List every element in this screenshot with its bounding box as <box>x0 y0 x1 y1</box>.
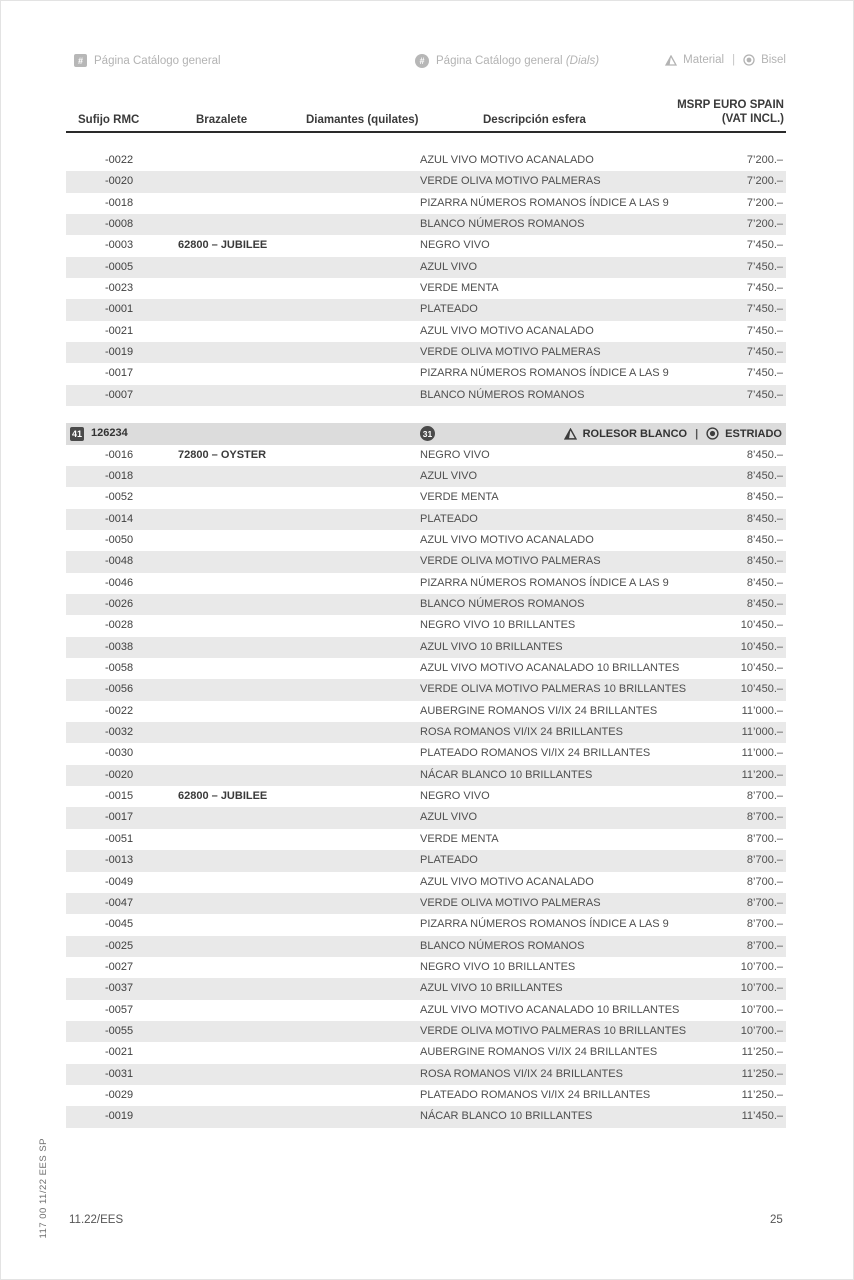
dial-description-cell: NEGRO VIVO <box>420 448 490 461</box>
price-cell: 11’000.– <box>741 747 783 760</box>
suffix-cell: -0015 <box>105 790 134 803</box>
header-center-label-italic: (Dials) <box>565 55 600 67</box>
dial-description-cell: AZUL VIVO MOTIVO ACANALADO <box>420 324 594 337</box>
dial-description-cell: ROSA ROMANOS VI/IX 24 BRILLANTES <box>420 726 623 739</box>
table-row <box>66 573 786 594</box>
header-separator: | <box>732 54 736 66</box>
price-cell: 8’700.– <box>746 918 783 931</box>
table-row <box>66 1085 786 1106</box>
dial-description-cell: AZUL VIVO MOTIVO ACANALADO 10 BRILLANTES <box>420 1003 680 1016</box>
dial-description-cell: BLANCO NÚMEROS ROMANOS <box>420 939 585 952</box>
dial-description-cell: AZUL VIVO <box>420 260 478 273</box>
dial-description-cell: NEGRO VIVO 10 BRILLANTES <box>420 619 576 632</box>
table-row <box>66 445 786 466</box>
dial-description-cell: PLATEADO <box>420 303 478 316</box>
table-column-header <box>66 92 786 133</box>
price-cell: 10’450.– <box>740 640 783 653</box>
section-material-label: ROLESOR BLANCO <box>582 427 688 440</box>
suffix-cell: -0028 <box>105 619 134 632</box>
section-gap <box>66 133 786 150</box>
dial-description-cell: NEGRO VIVO <box>420 239 490 252</box>
suffix-cell: -0022 <box>105 704 134 717</box>
suffix-cell: -0046 <box>105 576 134 589</box>
suffix-cell: -0022 <box>105 154 134 166</box>
bezel-label: Bisel <box>761 54 786 66</box>
edition-label: 11.22/EES <box>69 1214 124 1226</box>
dial-description-cell: BLANCO NÚMEROS ROMANOS <box>420 598 585 611</box>
table-row <box>66 658 786 679</box>
price-cell: 11’250.– <box>741 1046 783 1059</box>
dial-description-cell: BLANCO NÚMEROS ROMANOS <box>420 218 585 231</box>
price-cell: 7’450.– <box>746 282 783 295</box>
dial-description-cell: AZUL VIVO <box>420 811 478 824</box>
suffix-cell: -0047 <box>105 896 134 909</box>
dial-description-cell: PIZARRA NÚMEROS ROMANOS ÍNDICE A LAS 9 <box>420 918 669 931</box>
column-descripcion-esfera: Descripción esfera <box>483 114 586 126</box>
suffix-cell: -0051 <box>105 832 134 845</box>
diameter-badge: 31 <box>420 426 435 441</box>
table-row <box>66 1042 786 1063</box>
price-cell: 8’700.– <box>746 811 783 824</box>
price-cell: 8’450.– <box>746 576 783 589</box>
suffix-cell: -0014 <box>105 512 134 525</box>
suffix-cell: -0017 <box>105 811 134 824</box>
dial-description-cell: NÁCAR BLANCO 10 BRILLANTES <box>420 1110 593 1123</box>
table-row <box>66 722 786 743</box>
price-cell: 7’450.– <box>746 239 783 252</box>
header-right-group <box>665 54 786 66</box>
dial-description-cell: PIZARRA NÚMEROS ROMANOS ÍNDICE A LAS 9 <box>420 576 669 589</box>
price-cell: 11’200.– <box>741 768 783 781</box>
suffix-cell: -0037 <box>105 982 134 995</box>
page-header <box>66 54 786 72</box>
price-cell: 7’450.– <box>746 324 783 337</box>
rmc-reference: 126234 <box>91 427 128 440</box>
suffix-cell: -0057 <box>105 1003 134 1016</box>
print-reference-code: 117 00 11/22 EES SP <box>38 1138 49 1239</box>
suffix-cell: -0019 <box>105 1110 134 1123</box>
suffix-cell: -0029 <box>105 1088 134 1101</box>
price-cell: 11’000.– <box>741 726 783 739</box>
dial-description-cell: VERDE OLIVA MOTIVO PALMERAS 10 BRILLANTES <box>420 683 687 696</box>
column-brazalete: Brazalete <box>196 114 248 126</box>
dial-description-cell: NEGRO VIVO 10 BRILLANTES <box>420 960 576 973</box>
table-row <box>66 829 786 850</box>
price-cell: 7’450.– <box>746 346 783 359</box>
dial-description-cell: VERDE MENTA <box>420 491 499 504</box>
table-row <box>66 807 786 828</box>
price-cell: 10’450.– <box>740 683 783 696</box>
price-cell: 10’700.– <box>740 960 783 973</box>
suffix-cell: -0031 <box>105 1067 134 1080</box>
case-size-badge: 41 <box>71 428 82 439</box>
dial-description-cell: PLATEADO <box>420 512 478 525</box>
table-row <box>66 765 786 786</box>
suffix-cell: -0016 <box>105 448 134 461</box>
suffix-cell: -0001 <box>105 303 134 316</box>
price-cell: 8’700.– <box>746 790 783 803</box>
dial-description-cell: AUBERGINE ROMANOS VI/IX 24 BRILLANTES <box>420 1046 658 1059</box>
table-row <box>66 509 786 530</box>
suffix-cell: -0020 <box>105 175 134 188</box>
suffix-cell: -0013 <box>105 854 134 867</box>
header-center-label: Página Catálogo general (Dials) <box>436 55 600 67</box>
table-row <box>66 278 786 299</box>
dial-description-cell: PIZARRA NÚMEROS ROMANOS ÍNDICE A LAS 9 <box>420 367 669 380</box>
price-cell: 7’200.– <box>746 196 783 209</box>
suffix-cell: -0021 <box>105 324 134 337</box>
suffix-cell: -0050 <box>105 534 134 546</box>
price-cell: 10’700.– <box>740 1024 783 1037</box>
suffix-cell: -0048 <box>105 555 134 568</box>
price-cell: 7’450.– <box>746 260 783 273</box>
suffix-cell: -0055 <box>105 1024 134 1037</box>
price-cell: 8’450.– <box>746 512 783 525</box>
table-row <box>66 872 786 893</box>
section-bezel-label: ESTRIADO <box>725 427 782 440</box>
page-number: 25 <box>770 1214 783 1226</box>
table-row <box>66 299 786 320</box>
table-row <box>66 978 786 999</box>
suffix-cell: -0058 <box>105 662 134 675</box>
table-row <box>66 466 786 487</box>
suffix-cell: -0038 <box>105 640 134 653</box>
suffix-cell: -0030 <box>105 747 134 760</box>
table-row <box>66 487 786 508</box>
section-material-bezel <box>564 423 782 445</box>
price-cell: 8’450.– <box>746 555 783 568</box>
suffix-cell: -0003 <box>105 239 134 252</box>
price-cell: 8’450.– <box>746 469 783 482</box>
dial-description-cell: PLATEADO ROMANOS VI/IX 24 BRILLANTES <box>420 747 651 760</box>
price-cell: 7’450.– <box>746 388 783 401</box>
suffix-cell: -0023 <box>105 282 134 295</box>
table-row <box>66 957 786 978</box>
table-row <box>66 551 786 572</box>
suffix-cell: -0049 <box>105 875 134 888</box>
price-cell: 8’450.– <box>746 534 783 546</box>
price-cell: 10’450.– <box>740 619 783 632</box>
price-cell: 8’700.– <box>746 854 783 867</box>
price-cell: 7’450.– <box>746 367 783 380</box>
price-table <box>66 133 786 1128</box>
dial-description-cell: ROSA ROMANOS VI/IX 24 BRILLANTES <box>420 1067 623 1080</box>
dial-description-cell: VERDE MENTA <box>420 832 499 845</box>
hash-square-icon: # <box>74 54 87 67</box>
dial-description-cell: AZUL VIVO 10 BRILLANTES <box>420 982 563 995</box>
suffix-cell: -0021 <box>105 1046 134 1059</box>
dial-description-cell: VERDE OLIVA MOTIVO PALMERAS 10 BRILLANTES <box>420 1024 687 1037</box>
header-left-label: Página Catálogo general <box>94 54 221 67</box>
table-row <box>66 914 786 935</box>
material-triangle-icon <box>564 428 577 440</box>
model-section-header <box>66 423 786 445</box>
table-row <box>66 1064 786 1085</box>
dial-description-cell: PIZARRA NÚMEROS ROMANOS ÍNDICE A LAS 9 <box>420 196 669 209</box>
suffix-cell: -0025 <box>105 939 134 952</box>
section-gap <box>66 406 786 423</box>
table-row <box>66 1021 786 1042</box>
price-cell: 8’700.– <box>746 832 783 845</box>
price-cell: 8’450.– <box>746 598 783 611</box>
dial-description-cell: VERDE OLIVA MOTIVO PALMERAS <box>420 555 601 568</box>
table-row <box>66 193 786 214</box>
price-cell: 8’700.– <box>746 896 783 909</box>
dial-description-cell: AZUL VIVO MOTIVO ACANALADO 10 BRILLANTES <box>420 662 680 675</box>
suffix-cell: -0045 <box>105 918 134 931</box>
price-cell: 7’450.– <box>746 303 783 316</box>
dial-description-cell: AUBERGINE ROMANOS VI/IX 24 BRILLANTES <box>420 704 658 717</box>
dial-description-cell: AZUL VIVO MOTIVO ACANALADO <box>420 534 594 546</box>
price-cell: 10’700.– <box>740 1003 783 1016</box>
table-row <box>66 786 786 807</box>
dial-description-cell: AZUL VIVO MOTIVO ACANALADO <box>420 875 594 888</box>
table-row <box>66 321 786 342</box>
price-cell: 7’200.– <box>746 218 783 231</box>
suffix-cell: -0008 <box>105 218 134 231</box>
table-row <box>66 1000 786 1021</box>
table-row <box>66 615 786 636</box>
dial-description-cell: PLATEADO ROMANOS VI/IX 24 BRILLANTES <box>420 1088 651 1101</box>
price-cell: 7’200.– <box>746 154 783 166</box>
suffix-cell: -0005 <box>105 260 134 273</box>
suffix-cell: -0007 <box>105 388 134 401</box>
price-cell: 8’700.– <box>746 939 783 952</box>
dial-description-cell: BLANCO NÚMEROS ROMANOS <box>420 388 585 401</box>
dial-description-cell: VERDE OLIVA MOTIVO PALMERAS <box>420 346 601 359</box>
bracelet-cell: 62800 – JUBILEE <box>178 790 268 803</box>
table-row <box>66 701 786 722</box>
table-row <box>66 743 786 764</box>
bracelet-cell: 62800 – JUBILEE <box>178 239 268 252</box>
material-label: Material <box>683 54 725 66</box>
table-row <box>66 235 786 256</box>
dial-description-cell: PLATEADO <box>420 854 478 867</box>
header-center-group <box>415 54 599 68</box>
suffix-cell: -0032 <box>105 726 134 739</box>
price-cell: 11’000.– <box>741 704 783 717</box>
suffix-cell: -0018 <box>105 469 134 482</box>
price-cell: 8’700.– <box>746 875 783 888</box>
suffix-cell: -0056 <box>105 683 134 696</box>
suffix-cell: -0017 <box>105 367 134 380</box>
bezel-fisheye-icon <box>706 427 719 440</box>
dial-description-cell: VERDE OLIVA MOTIVO PALMERAS <box>420 896 601 909</box>
dial-description-cell: AZUL VIVO <box>420 469 478 482</box>
column-msrp: MSRP EURO SPAIN (VAT INCL.) <box>677 99 784 125</box>
table-row <box>66 257 786 278</box>
dial-description-cell: VERDE OLIVA MOTIVO PALMERAS <box>420 175 601 188</box>
table-row <box>66 342 786 363</box>
suffix-cell: -0052 <box>105 491 134 504</box>
material-triangle-icon <box>665 55 677 66</box>
price-cell: 11’250.– <box>741 1067 783 1080</box>
table-row <box>66 1106 786 1127</box>
table-row <box>66 363 786 384</box>
column-diamantes: Diamantes (quilates) <box>306 114 419 126</box>
table-row <box>66 530 786 551</box>
table-row <box>66 171 786 192</box>
suffix-cell: -0027 <box>105 960 134 973</box>
column-sufijo-rmc: Sufijo RMC <box>78 114 140 126</box>
price-cell: 11’250.– <box>741 1088 783 1101</box>
suffix-cell: -0019 <box>105 346 134 359</box>
dial-description-cell: NEGRO VIVO <box>420 790 490 803</box>
suffix-cell: -0020 <box>105 768 134 781</box>
suffix-cell: -0018 <box>105 196 134 209</box>
dial-description-cell: AZUL VIVO MOTIVO ACANALADO <box>420 154 594 166</box>
table-row <box>66 594 786 615</box>
dial-description-cell: NÁCAR BLANCO 10 BRILLANTES <box>420 768 593 781</box>
dial-description-cell: AZUL VIVO 10 BRILLANTES <box>420 640 563 653</box>
table-row <box>66 385 786 406</box>
section-separator: | <box>695 427 699 440</box>
bezel-fisheye-icon <box>743 54 755 66</box>
table-row <box>66 214 786 235</box>
table-row <box>66 637 786 658</box>
table-row <box>66 936 786 957</box>
price-cell: 8’450.– <box>746 448 783 461</box>
table-row <box>66 893 786 914</box>
dial-description-cell: VERDE MENTA <box>420 282 499 295</box>
price-cell: 10’700.– <box>740 982 783 995</box>
table-row <box>66 150 786 171</box>
table-row <box>66 850 786 871</box>
price-cell: 7’200.– <box>746 175 783 188</box>
hash-circle-icon: # <box>415 54 429 68</box>
table-row <box>66 679 786 700</box>
suffix-cell: -0026 <box>105 598 134 611</box>
header-left-group <box>74 54 221 67</box>
price-cell: 8’450.– <box>746 491 783 504</box>
bracelet-cell: 72800 – OYSTER <box>178 448 267 461</box>
price-cell: 10’450.– <box>740 662 783 675</box>
price-cell: 11’450.– <box>741 1110 783 1123</box>
